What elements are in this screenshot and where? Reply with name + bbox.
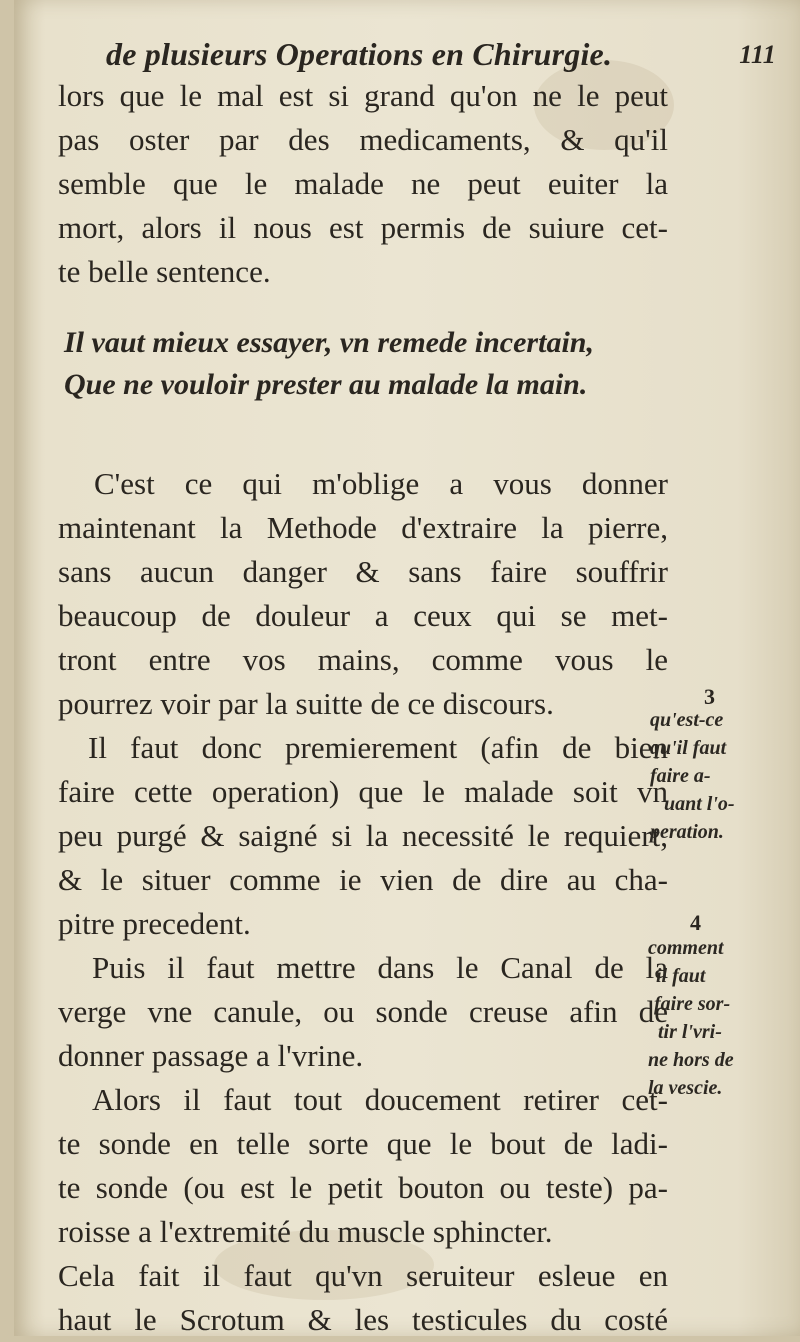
- text-line: haut le Scrotum & les testicules du costé: [58, 1302, 668, 1337]
- text-line: roisse a l'extremité du muscle sphincter.: [58, 1214, 553, 1249]
- margin-note-line: ne hors de: [648, 1049, 734, 1071]
- margin-note-4: [648, 934, 788, 1102]
- paragraph-2: [58, 462, 668, 1342]
- text-line: te belle sentence.: [58, 254, 271, 289]
- margin-note-line: qu'il faut: [650, 737, 727, 759]
- verse-quote: [64, 322, 704, 406]
- margin-note-3: [650, 706, 790, 846]
- text-line: semble que le malade ne peut euiter la: [58, 166, 668, 201]
- text-line: & le situer comme ie vien de dire au cha-: [58, 862, 668, 897]
- text-line: pitre precedent.: [58, 906, 251, 941]
- text-line: pas oster par des medicaments, & qu'il: [58, 122, 668, 157]
- text-line: C'est ce qui m'oblige a vous donner: [94, 466, 668, 501]
- text-line: beaucoup de douleur a ceux qui se met-: [58, 598, 668, 633]
- book-page: [14, 0, 800, 1336]
- margin-note-number: 4: [690, 910, 701, 935]
- text-line: pourrez voir par la suitte de ce discours.: [58, 686, 554, 721]
- margin-note-line: uant l'o-: [664, 793, 735, 815]
- text-line: Puis il faut mettre dans le Canal de la: [92, 950, 668, 985]
- verse-line: Que ne vouloir prester au malade la main.: [64, 368, 588, 401]
- text-line: mort, alors il nous est permis de suiure cet-: [58, 210, 668, 245]
- text-line: lors que le mal est si grand qu'on ne le peut: [58, 78, 668, 113]
- margin-note-line: comment: [648, 937, 724, 959]
- text-line: peu purgé & saigné si la necessité le requiert,: [58, 818, 668, 853]
- text-line: te sonde en telle sorte que le bout de ladi-: [58, 1126, 668, 1161]
- text-line: te sonde (ou est le petit bouton ou teste) pa-: [58, 1170, 668, 1205]
- text-line: donner passage a l'vrine.: [58, 1038, 364, 1073]
- page-number: 111: [739, 40, 776, 69]
- text-line: faire cette operation) que le malade soit vn: [58, 774, 668, 809]
- margin-note-line: faire sor-: [654, 993, 731, 1015]
- text-line: sans aucun danger & sans faire souffrir: [58, 554, 668, 589]
- margin-note-number: 3: [704, 684, 715, 709]
- text-line: verge vne canule, ou sonde creuse afin de: [58, 994, 668, 1029]
- text-line: Il faut donc premierement (afin de bien: [88, 730, 668, 765]
- text-line: tront entre vos mains, comme vous le: [58, 642, 668, 677]
- margin-note-line: peration.: [650, 821, 724, 843]
- paragraph-1: [58, 74, 668, 294]
- text-line: maintenant la Methode d'extraire la pierre,: [58, 510, 668, 545]
- margin-note-line: la vescie.: [648, 1077, 723, 1099]
- margin-note-line: qu'est-ce: [650, 709, 724, 731]
- header-title: de plusieurs Operations en Chirurgie.: [106, 36, 613, 72]
- text-line: Alors il faut tout doucement retirer cet-: [92, 1082, 668, 1117]
- verse-line: Il vaut mieux essayer, vn remede incertain,: [64, 326, 594, 359]
- margin-note-line: faire a-: [650, 765, 711, 787]
- margin-note-line: il faut: [656, 965, 706, 987]
- margin-note-line: tir l'vri-: [658, 1021, 722, 1043]
- text-line: Cela fait il faut qu'vn seruiteur esleue en: [58, 1258, 668, 1293]
